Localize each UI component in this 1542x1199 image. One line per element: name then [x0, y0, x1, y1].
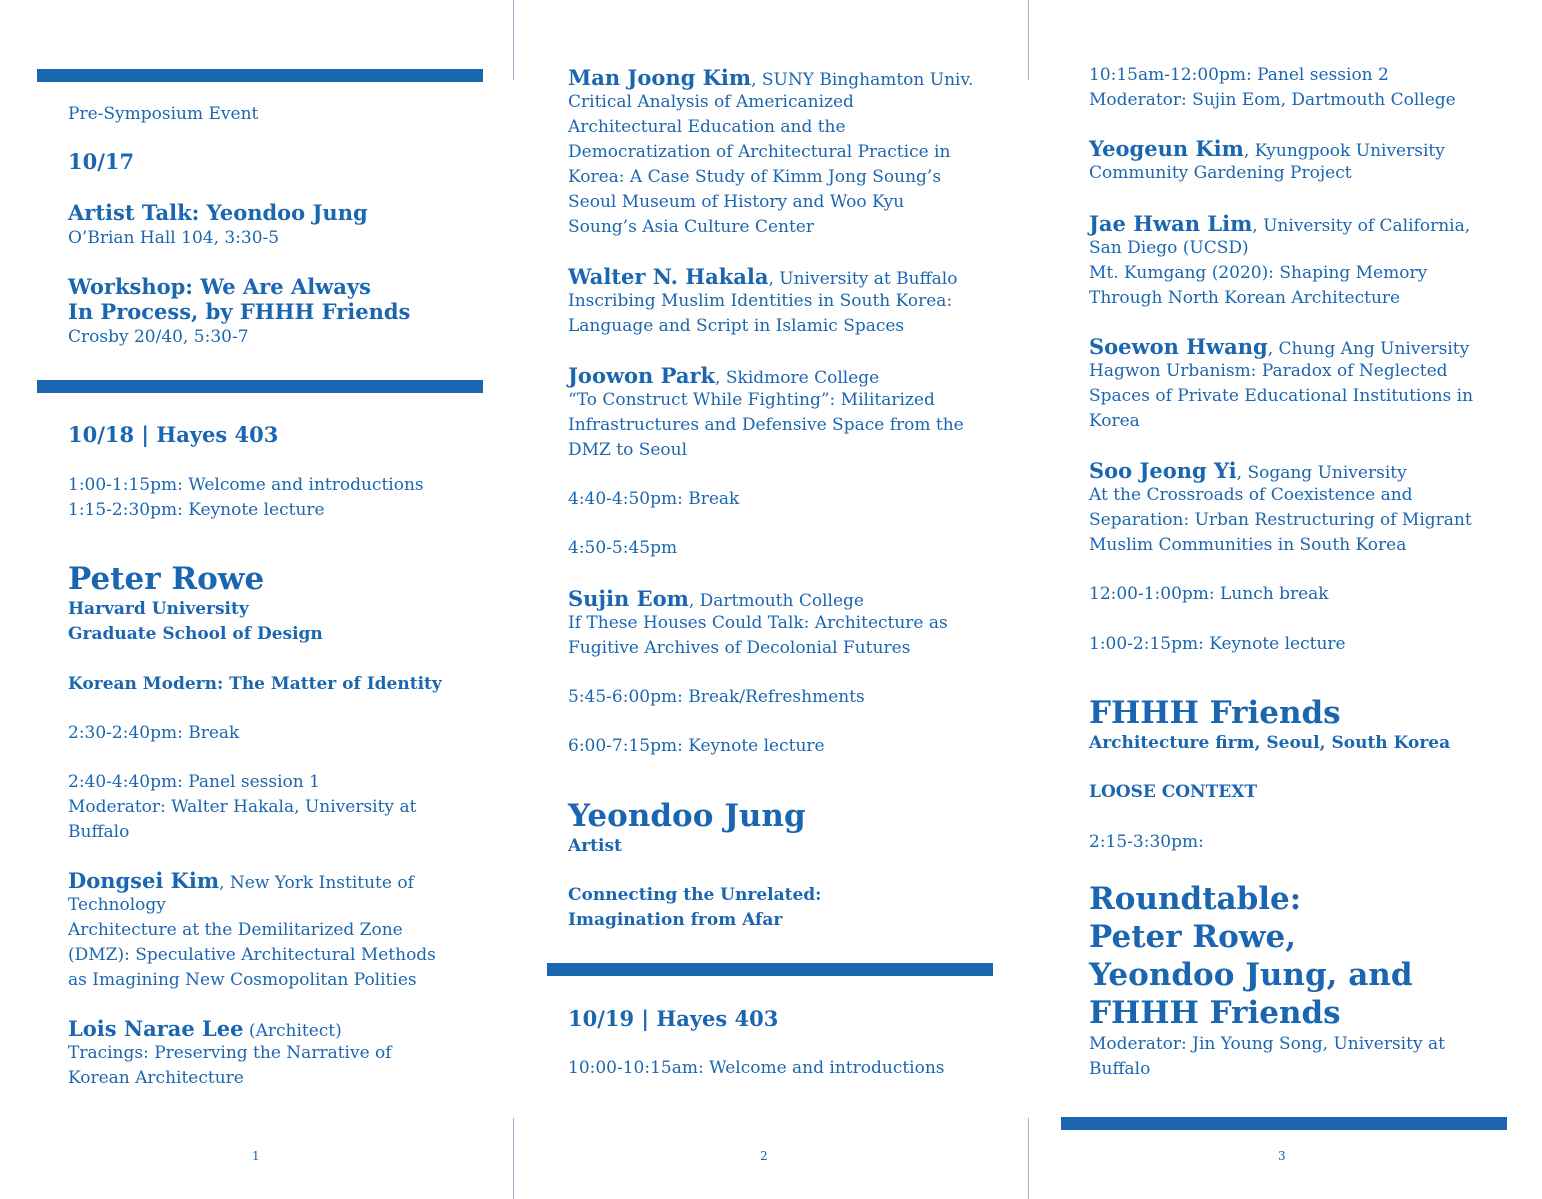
session-welcome-2: 10:00-10:15am: Welcome and introductions — [568, 1058, 945, 1078]
panel1-moderator-line-1: Moderator: Walter Hakala, University at — [68, 797, 417, 817]
fold-line-left-top — [513, 0, 514, 80]
presenter-walter-hakala — [568, 264, 957, 339]
roundtable-moderator-line-2: Buffalo — [1089, 1059, 1151, 1079]
presenter-name: Walter N. Hakala — [568, 264, 769, 289]
presenter-name: Sujin Eom — [568, 586, 689, 611]
presenter-detail-line: Korean Architecture — [68, 1068, 244, 1088]
presenter-soewon-hwang — [1089, 334, 1473, 434]
presenter-detail-line: San Diego (UCSD) — [1089, 238, 1249, 258]
session-4-50: 4:50-5:45pm — [568, 538, 678, 558]
date-10-17: 10/17 — [68, 149, 135, 174]
panel-session-2: 10:15am-12:00pm: Panel session 2 — [1089, 65, 1389, 85]
presenter-detail-line: Architectural Education and the — [568, 117, 846, 137]
roundtable-moderator-line-1: Moderator: Jin Young Song, University at — [1089, 1034, 1445, 1054]
presenter-detail-line: Critical Analysis of Americanized — [568, 92, 854, 112]
presenter-detail-line: “To Construct While Fighting”: Militarized — [568, 390, 935, 410]
artist-talk-detail: O’Brian Hall 104, 3:30-5 — [68, 228, 280, 248]
presenter-detail-line: DMZ to Seoul — [568, 440, 688, 460]
presenter-affiliation: , University of California, — [1252, 216, 1471, 236]
presenter-yeogeun-kim — [1089, 136, 1445, 186]
divider-bar-col2 — [547, 963, 993, 976]
presenter-joowon-park — [568, 363, 964, 463]
keynote-speaker-peter-rowe: Peter Rowe — [68, 561, 265, 597]
presenter-affiliation: , Kyungpook University — [1243, 141, 1445, 161]
presenter-affiliation: , Skidmore College — [715, 368, 880, 388]
presenter-dongsei-kim — [68, 868, 436, 993]
session-keynote-3: 1:00-2:15pm: Keynote lecture — [1089, 634, 1346, 654]
divider-bar-top-col1 — [37, 69, 483, 82]
panel-session-1: 2:40-4:40pm: Panel session 1 — [68, 772, 320, 792]
keynote-speaker-yeondoo-jung: Yeondoo Jung — [568, 798, 806, 834]
presenter-name: Soo Jeong Yi — [1089, 458, 1237, 483]
presenter-detail-line: Through North Korean Architecture — [1089, 288, 1401, 308]
roundtable-title-line-3: Yeondoo Jung, and — [1089, 957, 1413, 993]
presenter-name: Yeogeun Kim — [1089, 136, 1244, 161]
presenter-affiliation: , New York Institute of — [219, 873, 414, 893]
presenter-detail-line: Hagwon Urbanism: Paradox of Neglected — [1089, 361, 1448, 381]
presenter-name: Soewon Hwang — [1089, 334, 1268, 359]
presenter-detail-line: At the Crossroads of Coexistence and — [1089, 485, 1413, 505]
presenter-name: Dongsei Kim — [68, 868, 220, 893]
keynote-talk-title-2-line-2: Imagination from Afar — [568, 910, 783, 930]
presenter-affiliation: , Sogang University — [1236, 463, 1407, 483]
presenter-detail-line: Architecture at the Demilitarized Zone — [68, 920, 403, 940]
presenter-detail-line: Soung’s Asia Culture Center — [568, 217, 814, 237]
panel2-moderator: Moderator: Sujin Eom, Dartmouth College — [1089, 90, 1456, 110]
lunch-break: 12:00-1:00pm: Lunch break — [1089, 584, 1329, 604]
presenter-affiliation: , University at Buffalo — [768, 269, 958, 289]
presenter-detail-line: Community Gardening Project — [1089, 163, 1352, 183]
page-number-3: 3 — [1278, 1149, 1286, 1163]
workshop-title-line-1: Workshop: We Are Always — [68, 274, 371, 299]
presenter-detail-line: Language and Script in Islamic Spaces — [568, 316, 905, 336]
presenter-name: Lois Narae Lee — [68, 1016, 244, 1041]
presenter-name: Jae Hwan Lim — [1089, 211, 1253, 236]
presenter-detail-line: Muslim Communities in South Korea — [1089, 535, 1407, 555]
roundtable-title-line-4: FHHH Friends — [1089, 995, 1341, 1031]
presenter-man-joong-kim — [568, 65, 973, 240]
keynote-affiliation-2: Graduate School of Design — [68, 624, 323, 644]
pre-symposium-label: Pre-Symposium Event — [68, 104, 259, 124]
artist-talk-title: Artist Talk: Yeondoo Jung — [68, 200, 368, 225]
presenter-detail-line: as Imagining New Cosmopolitan Polities — [68, 970, 417, 990]
presenter-sujin-eom — [568, 586, 948, 661]
keynote-talk-title-1: Korean Modern: The Matter of Identity — [68, 674, 442, 694]
fold-line-right-top — [1028, 0, 1029, 80]
keynote-talk-title-3: LOOSE CONTEXT — [1089, 782, 1258, 802]
keynote-speaker-fhhh-friends: FHHH Friends — [1089, 695, 1341, 731]
presenter-affiliation: , Dartmouth College — [688, 591, 864, 611]
presenter-detail-line: (DMZ): Speculative Architectural Methods — [68, 945, 436, 965]
presenter-name: Man Joong Kim — [568, 65, 752, 90]
workshop-detail: Crosby 20/40, 5:30-7 — [68, 327, 249, 347]
session-keynote-1: 1:15-2:30pm: Keynote lecture — [68, 500, 325, 520]
day2-heading: 10/19 | Hayes 403 — [568, 1006, 779, 1031]
presenter-detail-line: Spaces of Private Educational Institutions in — [1089, 386, 1474, 406]
presenter-affiliation: (Architect) — [243, 1021, 342, 1041]
break-1: 2:30-2:40pm: Break — [68, 723, 240, 743]
roundtable-title-line-2: Peter Rowe, — [1089, 919, 1297, 955]
page-number-1: 1 — [252, 1149, 260, 1163]
presenter-lois-narae-lee — [68, 1016, 392, 1091]
page-number-2: 2 — [760, 1149, 768, 1163]
day1-heading: 10/18 | Hayes 403 — [68, 422, 279, 447]
presenter-affiliation: , Chung Ang University — [1267, 339, 1470, 359]
workshop-title-line-2: In Process, by FHHH Friends — [68, 299, 411, 324]
presenter-soo-jeong-yi — [1089, 458, 1472, 558]
session-welcome-1: 1:00-1:15pm: Welcome and introductions — [68, 475, 424, 495]
presenter-detail-line: Democratization of Architectural Practice in — [568, 142, 951, 162]
keynote-affiliation-3: Architecture firm, Seoul, South Korea — [1089, 733, 1451, 753]
session-roundtable-time: 2:15-3:30pm: — [1089, 832, 1204, 852]
presenter-detail-line: Mt. Kumgang (2020): Shaping Memory — [1089, 263, 1428, 283]
presenter-detail-line: If These Houses Could Talk: Architecture as — [568, 613, 948, 633]
presenter-detail-line: Fugitive Archives of Decolonial Futures — [568, 638, 911, 658]
presenter-detail-line: Infrastructures and Defensive Space from the — [568, 415, 964, 435]
divider-bar-mid-col1 — [37, 380, 483, 393]
presenter-detail-line: Korea — [1089, 411, 1140, 431]
presenter-detail-line: Technology — [68, 895, 166, 915]
presenter-detail-line: Separation: Urban Restructuring of Migrant — [1089, 510, 1472, 530]
keynote-affiliation-artist: Artist — [568, 836, 622, 856]
presenter-name: Joowon Park — [568, 363, 716, 388]
break-refreshments: 5:45-6:00pm: Break/Refreshments — [568, 687, 865, 707]
roundtable-title-line-1: Roundtable: — [1089, 881, 1302, 917]
session-keynote-2: 6:00-7:15pm: Keynote lecture — [568, 736, 825, 756]
break-2: 4:40-4:50pm: Break — [568, 489, 740, 509]
fold-line-left-bottom — [513, 1118, 514, 1199]
keynote-talk-title-2-line-1: Connecting the Unrelated: — [568, 885, 822, 905]
presenter-detail-line: Seoul Museum of History and Woo Kyu — [568, 192, 905, 212]
presenter-detail-line: Inscribing Muslim Identities in South Korea: — [568, 291, 953, 311]
presenter-affiliation: , SUNY Binghamton Univ. — [751, 70, 974, 90]
presenter-jae-hwan-lim — [1089, 211, 1470, 311]
panel1-moderator-line-2: Buffalo — [68, 822, 130, 842]
presenter-detail-line: Tracings: Preserving the Narrative of — [68, 1043, 392, 1063]
presenter-detail-line: Korea: A Case Study of Kimm Jong Soung’s — [568, 167, 942, 187]
keynote-affiliation-1: Harvard University — [68, 599, 249, 619]
fold-line-right-bottom — [1028, 1118, 1029, 1199]
divider-bar-bottom-col3 — [1061, 1117, 1507, 1130]
